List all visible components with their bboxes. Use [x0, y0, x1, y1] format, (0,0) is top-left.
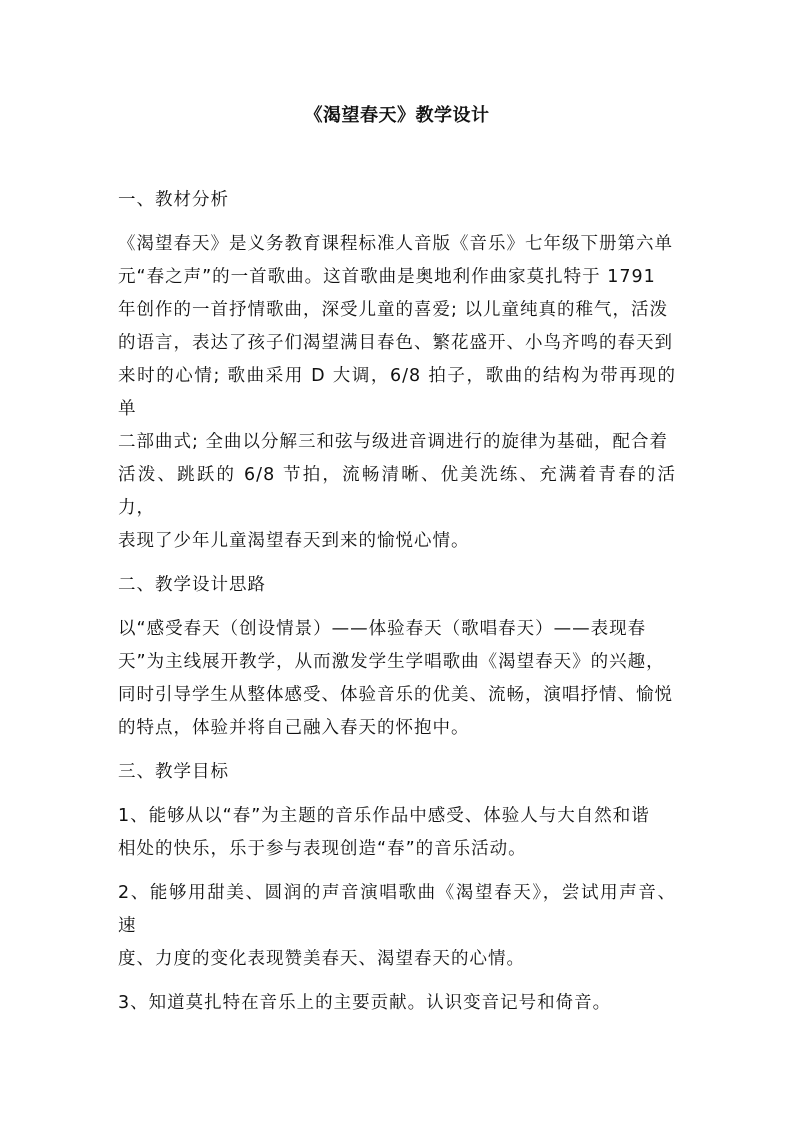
goal-item-2 [118, 877, 676, 976]
document-body [118, 184, 676, 1031]
goal-item-3 [118, 987, 676, 1020]
text-line: 的特点，体验并将自己融入春天的怀抱中。 [118, 718, 470, 738]
text-line: 以“感受春天（创设情景）——体验春天（歌唱春天）——表现春 [118, 619, 647, 639]
paragraph-textbook-analysis [118, 228, 676, 558]
text-line: 的语言，表达了孩子们渴望满目春色、繁花盛开、小鸟齐鸣的春天到 [118, 333, 673, 353]
text-line: 二部曲式; 全曲以分解三和弦与级进音调进行的旋律为基础，配合着 [118, 432, 668, 452]
document-title: 《渴望春天》教学设计 [304, 105, 490, 126]
text-line: 3、知道莫扎特在音乐上的主要贡献。认识变音记号和倚音。 [118, 993, 612, 1013]
section-heading-textbook-analysis: 一、教材分析 [118, 190, 229, 210]
text-line: 来时的心情; 歌曲采用 D 大调，6/8 拍子，歌曲的结构为带再现的单 [118, 366, 676, 419]
text-line: 相处的快乐，乐于参与表现创造“春”的音乐活动。 [118, 839, 527, 859]
text-line: 同时引导学生从整体感受、体验音乐的优美、流畅，演唱抒情、愉悦 [118, 685, 673, 705]
paragraph-design-approach [118, 613, 676, 745]
text-line: 年创作的一首抒情歌曲，深受儿童的喜爱; 以儿童纯真的稚气，活泼 [118, 300, 668, 320]
text-line: 天”为主线展开教学，从而激发学生学唱歌曲《渴望春天》的兴趣， [118, 652, 665, 672]
text-line: 元“春之声”的一首歌曲。这首歌曲是奥地利作曲家莫扎特于 1791 [118, 267, 656, 287]
section-heading-teaching-goals: 三、教学目标 [118, 762, 229, 782]
section-heading-design-approach: 二、教学设计思路 [118, 575, 266, 595]
text-line: 活泼、跳跃的 6/8 节拍，流畅清晰、优美洗练、充满着青春的活力， [118, 465, 676, 518]
goal-item-1 [118, 800, 676, 866]
text-line: 1、能够从以“春”为主题的音乐作品中感受、体验人与大自然和谐 [118, 806, 650, 826]
text-line: 2、能够用甜美、圆润的声音演唱歌曲《渴望春天》，尝试用声音、速 [118, 883, 676, 936]
text-line: 《渴望春天》是义务教育课程标准人音版《音乐》七年级下册第六单 [118, 234, 673, 254]
text-line: 表现了少年儿童渴望春天到来的愉悦心情。 [118, 531, 470, 551]
text-line: 度、力度的变化表现赞美春天、渴望春天的心情。 [118, 949, 525, 969]
